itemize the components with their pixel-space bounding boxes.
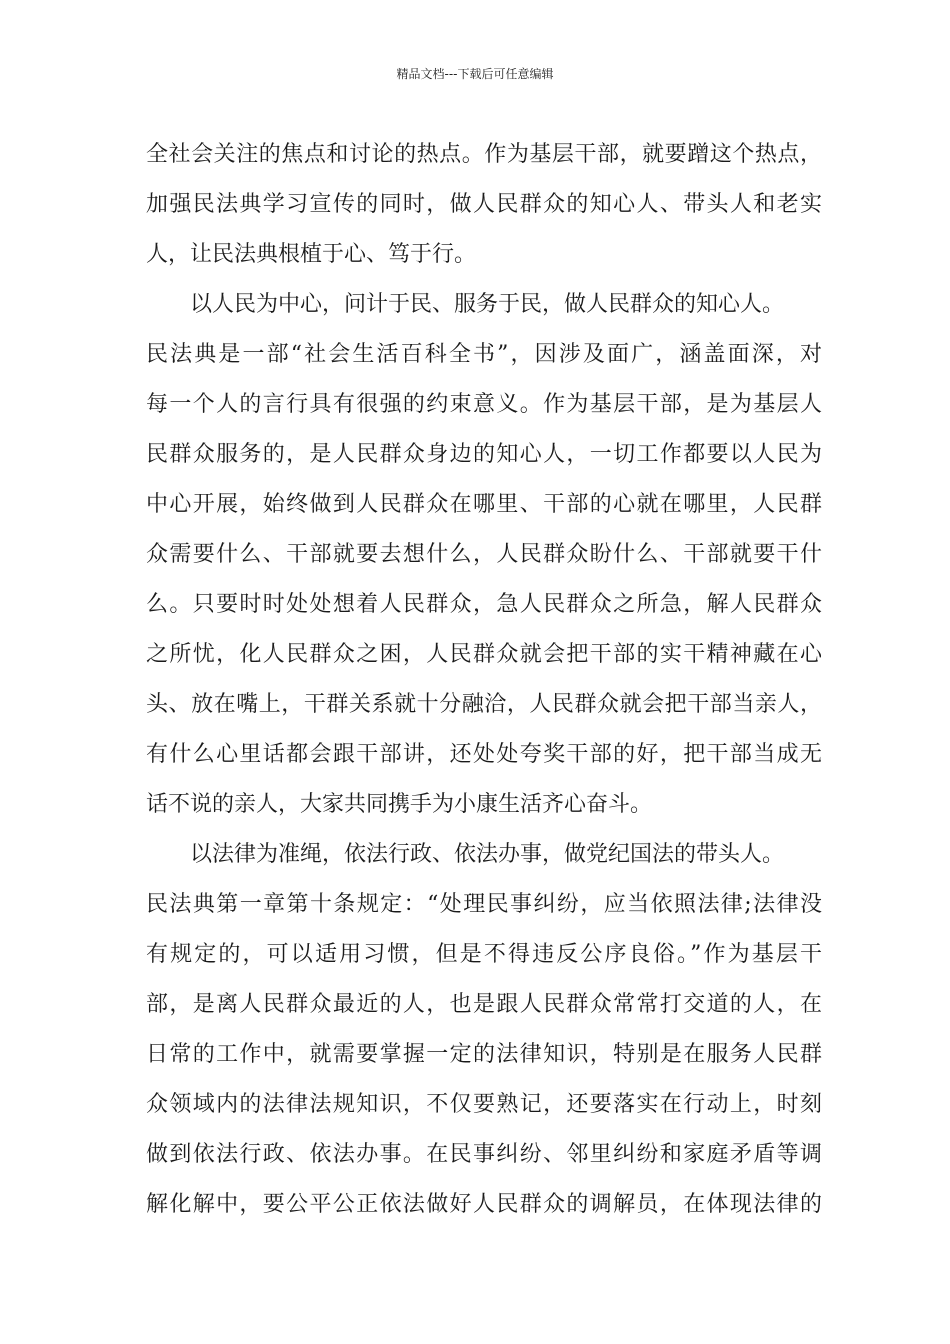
text-line: 民法典是一部“社会生活百科全书”，因涉及面广，涵盖面深，对 <box>146 342 822 367</box>
text-line: 民法典第一章第十条规定：“处理民事纠纷，应当依照法律;法律没 <box>146 892 822 917</box>
text-line: 解化解中，要公平公正依法做好人民群众的调解员，在体现法律的 <box>146 1192 822 1217</box>
paragraph-first-line: 以法律为准绳，依法行政、依法办事，做党纪国法的带头人。 <box>190 842 785 867</box>
body-text <box>146 130 822 1230</box>
text-line: 部，是离人民群众最近的人，也是跟人民群众常常打交道的人，在 <box>146 992 822 1017</box>
text-line: 头、放在嘴上，干群关系就十分融洽，人民群众就会把干部当亲人， <box>146 692 822 717</box>
text-line: 众领域内的法律法规知识，不仅要熟记，还要落实在行动上，时刻 <box>146 1092 822 1117</box>
page-header: 精品文档---下载后可任意编辑 <box>396 67 554 81</box>
text-line: 中心开展，始终做到人民群众在哪里、干部的心就在哪里，人民群 <box>146 492 822 517</box>
text-line: 之所忧，化人民群众之困，人民群众就会把干部的实干精神藏在心 <box>146 642 822 667</box>
text-line: 众需要什么、干部就要去想什么，人民群众盼什么、干部就要干什 <box>146 542 822 567</box>
text-line: 民群众服务的，是人民群众身边的知心人，一切工作都要以人民为 <box>146 442 822 467</box>
text-line: 人，让民法典根植于心、笃于行。 <box>146 242 477 267</box>
text-line: 有什么心里话都会跟干部讲，还处处夸奖干部的好，把干部当成无 <box>146 742 822 767</box>
paragraph-first-line: 以人民为中心，问计于民、服务于民，做人民群众的知心人。 <box>190 292 785 317</box>
text-line: 么。只要时时处处想着人民群众，急人民群众之所急，解人民群众 <box>146 592 822 617</box>
text-line: 日常的工作中，就需要掌握一定的法律知识，特别是在服务人民群 <box>146 1042 822 1067</box>
text-line: 每一个人的言行具有很强的约束意义。作为基层干部，是为基层人 <box>146 392 822 417</box>
text-line: 全社会关注的焦点和讨论的热点。作为基层干部，就要蹭这个热点， <box>146 142 822 167</box>
text-line: 话不说的亲人，大家共同携手为小康生活齐心奋斗。 <box>146 792 653 817</box>
text-line: 加强民法典学习宣传的同时，做人民群众的知心人、带头人和老实 <box>146 192 822 217</box>
text-line: 有规定的，可以适用习惯，但是不得违反公序良俗。”作为基层干 <box>146 942 822 967</box>
text-line: 做到依法行政、依法办事。在民事纠纷、邻里纠纷和家庭矛盾等调 <box>146 1142 822 1167</box>
